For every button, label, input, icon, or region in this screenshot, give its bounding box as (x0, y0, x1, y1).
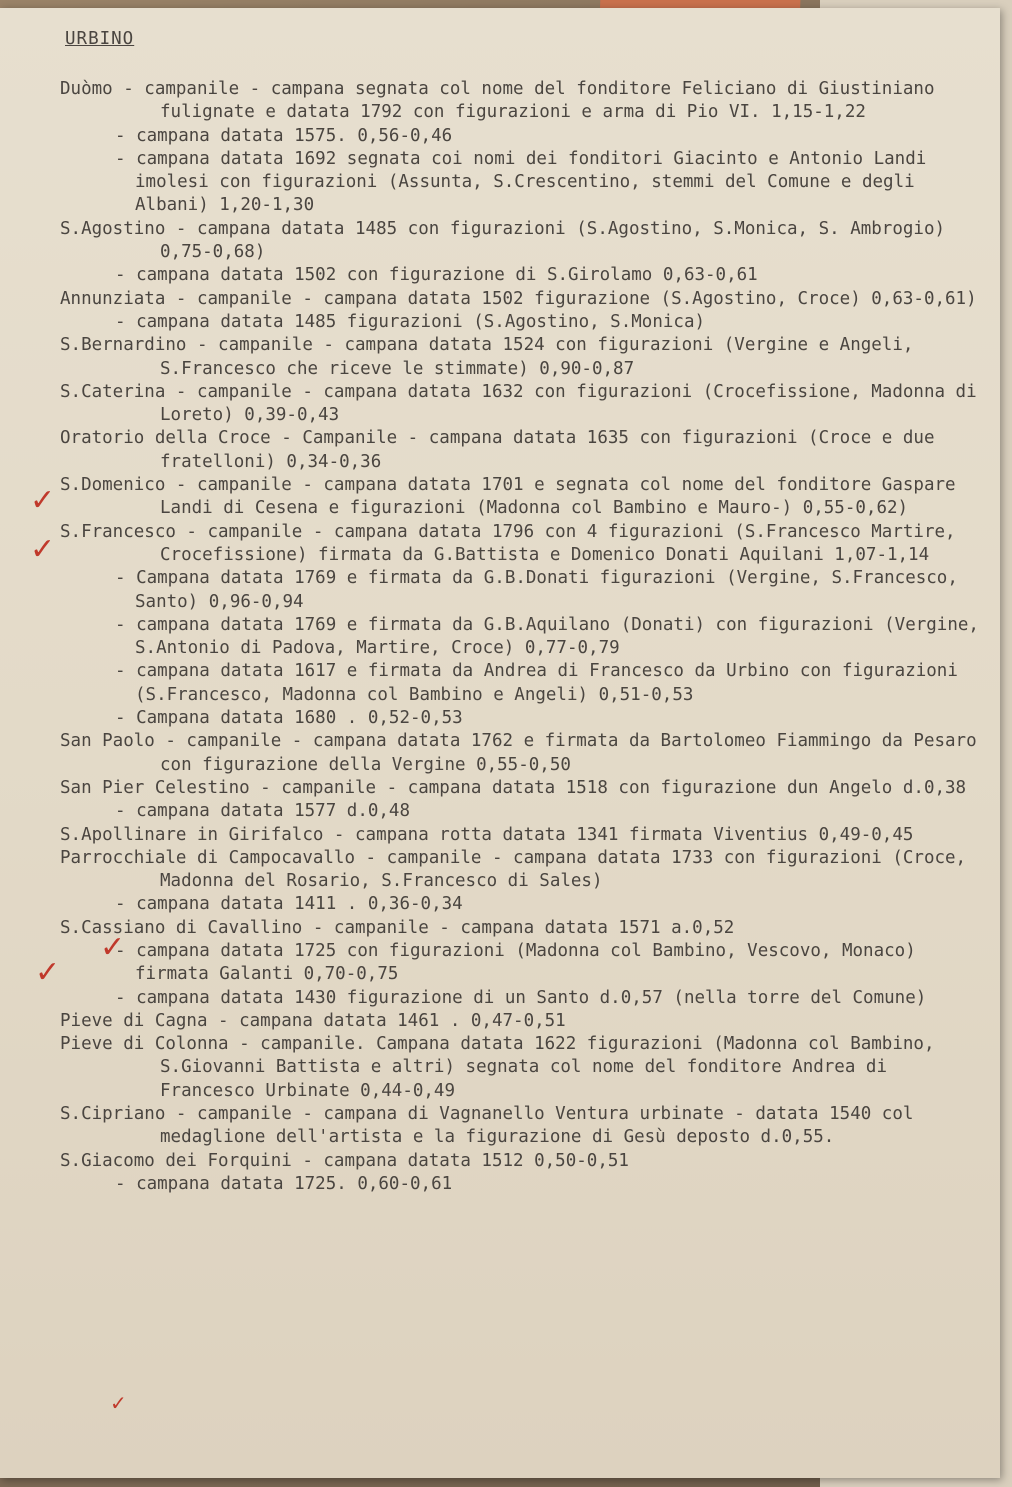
church-entry: Oratorio della Croce - Campanile - campana datata 1635 con figurazioni (Croce e due fratelloni) 0,34-0,36 (60, 428, 946, 472)
check-mark-icon: ✓ (30, 532, 56, 567)
sub-entry: - campana datata 1485 figurazioni (S.Agostino, S.Monica) (115, 311, 706, 332)
church-entry: Duòmo - campanile - campana segnata col nome del fonditore Feliciano di Giustiniano fulignate e datata 1792 con figurazioni e arma di Pio VI. 1,15-1,22 (60, 79, 946, 123)
check-mark-icon: ✓ (110, 1391, 127, 1415)
sub-entry: - campana datata 1725. 0,60-0,61 (115, 1173, 453, 1194)
typewritten-page (0, 8, 1000, 1478)
check-mark-icon: ✓ (30, 483, 56, 518)
sub-entry: - campana datata 1617 e firmata da Andrea di Francesco da Urbino con figurazioni (S.Francesco, Madonna col Bambino e Angeli) 0,51-0,53 (115, 661, 969, 705)
bell-inventory-list (60, 78, 990, 1196)
church-entry: Annunziata - campanile - campana datata 1502 figurazione (S.Agostino, Croce) 0,63-0,61) (60, 288, 977, 309)
church-entry: S.Agostino - campana datata 1485 con figurazioni (S.Agostino, S.Monica, S. Ambrogio) 0,75-0,68) (60, 218, 956, 263)
church-entry: S.Cipriano - campanile - campana di Vagnanello Ventura urbinate - datata 1540 col medaglione dell'artista e la figurazione di Gesù deposto d.0,55. (60, 1104, 924, 1148)
church-entry: S.Francesco - campanile - campana datata 1796 con 4 figurazioni (S.Francesco Martire, Crocefissione) firmata da G.Battista e Domenico Donati Aquilani 1,07-1,14 (60, 521, 967, 565)
sub-entry: - campana datata 1575. 0,56-0,46 (115, 125, 453, 146)
sub-entry: - Campana datata 1680 . 0,52-0,53 (115, 708, 463, 729)
sub-entry: - Campana datata 1769 e firmata da G.B.Donati figurazioni (Vergine, S.Francesco, Santo) 0,96-0,94 (115, 568, 969, 612)
sub-entry: - campana datata 1725 con figurazioni (Madonna col Bambino, Vescovo, Monaco) firmata Galanti 0,70-0,75 (115, 940, 927, 985)
page-title: URBINO (65, 29, 135, 49)
sub-entry: - campana datata 1769 e firmata da G.B.Aquilano (Donati) con figurazioni (Vergine, S.Antonio di Padova, Martire, Croce) 0,77-0,79 (115, 614, 990, 659)
sub-entry: - campana datata 1577 d.0,48 (115, 801, 411, 822)
sub-entry: - campana datata 1411 . 0,36-0,34 (115, 894, 463, 915)
church-entry: S.Giacomo dei Forquini - campana datata 1512 0,50-0,51 (60, 1150, 629, 1171)
sub-entry: - campana datata 1502 con figurazione di S.Girolamo 0,63-0,61 (115, 265, 758, 286)
church-entry: Pieve di Colonna - campanile. Campana datata 1622 figurazioni (Madonna col Bambino, S.Giovanni Battista e altri) segnata col nome del fonditore Andrea di Francesco Urbinate 0,44-0,49 (60, 1034, 946, 1101)
church-entry: S.Bernardino - campanile - campana datata 1524 con figurazioni (Vergine e Angeli, S.Francesco che riceve le stimmate) 0,90-0,87 (60, 335, 924, 379)
sub-entry: - campana datata 1692 segnata coi nomi dei fonditori Giacinto e Antonio Landi imolesi con figurazioni (Assunta, S.Crescentino, stemmi del Comune e degli Albani) 1,20-1,30 (115, 148, 937, 216)
check-mark-icon: ✓ (100, 930, 126, 965)
check-mark-icon: ✓ (35, 955, 61, 990)
church-entry: San Pier Celestino - campanile - campana datata 1518 con figurazione dun Angelo d.0,38 (60, 777, 967, 798)
church-entry: Pieve di Cagna - campana datata 1461 . 0,47-0,51 (60, 1010, 566, 1031)
church-entry: S.Cassiano di Cavallino - campanile - campana datata 1571 a.0,52 (60, 917, 735, 938)
page-content (0, 8, 1000, 1478)
church-entry: San Paolo - campanile - campana datata 1762 e firmata da Bartolomeo Fiammingo da Pesaro con figurazione della Vergine 0,55-0,50 (60, 731, 988, 775)
church-entry: S.Caterina - campanile - campana datata 1632 con figurazioni (Crocefissione, Madonna di Loreto) 0,39-0,43 (60, 381, 988, 426)
sub-entry: - campana datata 1430 figurazione di un Santo d.0,57 (nella torre del Comune) (115, 987, 927, 1008)
church-entry: Parrocchiale di Campocavallo - campanile - campana datata 1733 con figurazioni (Croce, Madonna del Rosario, S.Francesco di Sales) (60, 847, 977, 892)
church-entry: S.Domenico - campanile - campana datata 1701 e segnata col nome del fonditore Gaspare Landi di Cesena e figurazioni (Madonna col Bambino e Mauro-) 0,55-0,62) (60, 475, 967, 519)
church-entry: S.Apollinare in Girifalco - campana rotta datata 1341 firmata Viventius 0,49-0,45 (60, 824, 914, 845)
